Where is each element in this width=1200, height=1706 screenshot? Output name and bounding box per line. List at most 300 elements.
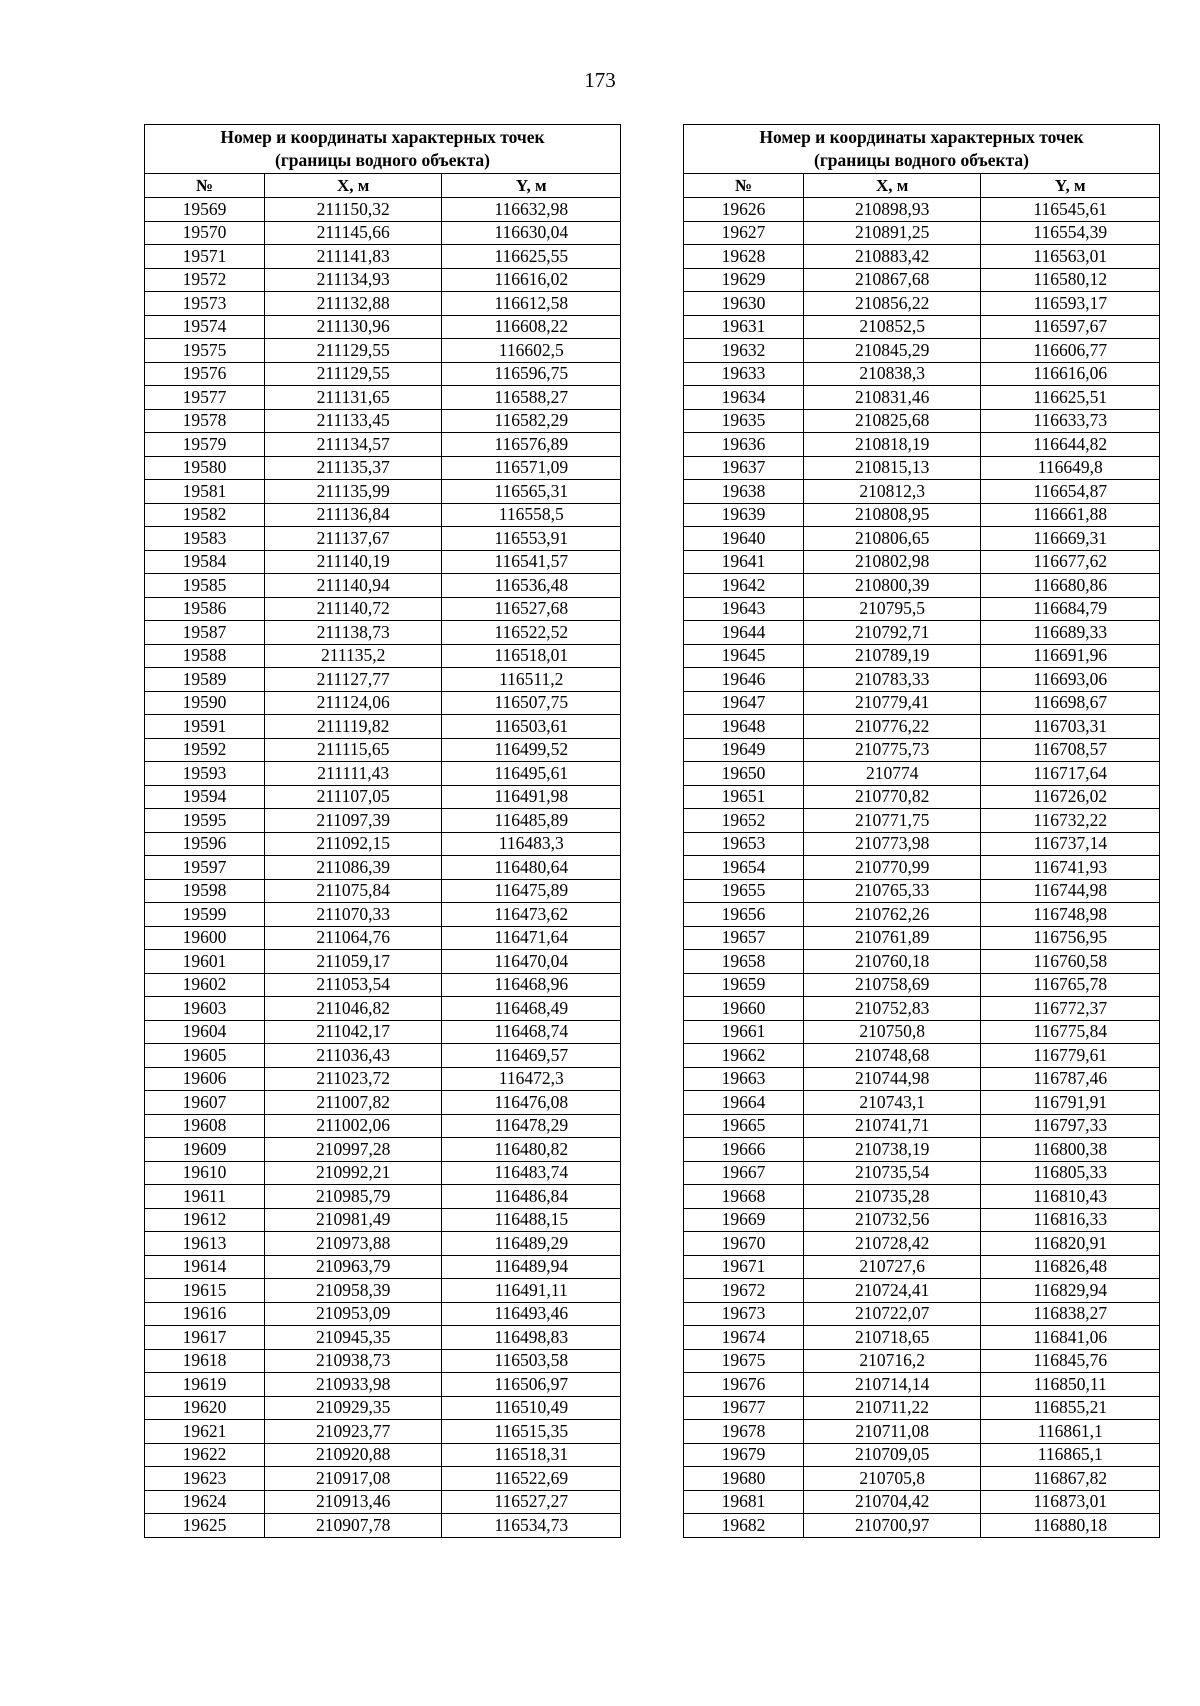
cell-point-number: 19633 (684, 362, 804, 386)
cell-x-coordinate: 210743,1 (803, 1091, 981, 1115)
cell-y-coordinate: 116616,02 (442, 268, 621, 292)
cell-point-number: 19644 (684, 621, 804, 645)
table-row (145, 339, 621, 363)
cell-y-coordinate: 116708,57 (981, 738, 1160, 762)
cell-point-number: 19658 (684, 950, 804, 974)
cell-x-coordinate: 210898,93 (803, 198, 981, 222)
cell-point-number: 19642 (684, 574, 804, 598)
cell-x-coordinate: 210997,28 (264, 1138, 442, 1162)
cell-y-coordinate: 116593,17 (981, 292, 1160, 316)
cell-point-number: 19617 (145, 1326, 265, 1350)
cell-point-number: 19631 (684, 315, 804, 339)
table-row (145, 362, 621, 386)
cell-x-coordinate: 211059,17 (264, 950, 442, 974)
cell-x-coordinate: 210771,75 (803, 809, 981, 833)
table-row (684, 198, 1160, 222)
cell-point-number: 19601 (145, 950, 265, 974)
table-row (684, 715, 1160, 739)
cell-y-coordinate: 116630,04 (442, 221, 621, 245)
cell-x-coordinate: 211124,06 (264, 691, 442, 715)
cell-y-coordinate: 116748,98 (981, 903, 1160, 927)
cell-point-number: 19626 (684, 198, 804, 222)
cell-y-coordinate: 116476,08 (442, 1091, 621, 1115)
cell-y-coordinate: 116744,98 (981, 879, 1160, 903)
table-row (145, 621, 621, 645)
cell-y-coordinate: 116488,15 (442, 1208, 621, 1232)
cell-x-coordinate: 210732,56 (803, 1208, 981, 1232)
cell-x-coordinate: 210711,22 (803, 1396, 981, 1420)
table-row (145, 738, 621, 762)
cell-y-coordinate: 116684,79 (981, 597, 1160, 621)
cell-point-number: 19591 (145, 715, 265, 739)
cell-y-coordinate: 116616,06 (981, 362, 1160, 386)
cell-point-number: 19622 (145, 1443, 265, 1467)
cell-x-coordinate: 211140,19 (264, 550, 442, 574)
cell-y-coordinate: 116791,91 (981, 1091, 1160, 1115)
table-row (145, 785, 621, 809)
cell-y-coordinate: 116661,88 (981, 503, 1160, 527)
cell-point-number: 19619 (145, 1373, 265, 1397)
cell-y-coordinate: 116506,97 (442, 1373, 621, 1397)
cell-x-coordinate: 210907,78 (264, 1514, 442, 1538)
cell-x-coordinate: 210735,54 (803, 1161, 981, 1185)
table-row (684, 386, 1160, 410)
table-row (684, 268, 1160, 292)
table-row (684, 903, 1160, 927)
cell-point-number: 19621 (145, 1420, 265, 1444)
cell-y-coordinate: 116772,37 (981, 997, 1160, 1021)
cell-x-coordinate: 210762,26 (803, 903, 981, 927)
table-row (684, 1279, 1160, 1303)
cell-y-coordinate: 116518,31 (442, 1443, 621, 1467)
cell-point-number: 19667 (684, 1161, 804, 1185)
table-title (684, 125, 1160, 174)
cell-y-coordinate: 116632,98 (442, 198, 621, 222)
table-row (684, 1420, 1160, 1444)
cell-y-coordinate: 116826,48 (981, 1255, 1160, 1279)
cell-y-coordinate: 116563,01 (981, 245, 1160, 269)
cell-y-coordinate: 116760,58 (981, 950, 1160, 974)
cell-y-coordinate: 116515,35 (442, 1420, 621, 1444)
cell-y-coordinate: 116468,74 (442, 1020, 621, 1044)
cell-x-coordinate: 210981,49 (264, 1208, 442, 1232)
cell-point-number: 19634 (684, 386, 804, 410)
cell-x-coordinate: 211150,32 (264, 198, 442, 222)
cell-point-number: 19578 (145, 409, 265, 433)
cell-y-coordinate: 116765,78 (981, 973, 1160, 997)
cell-x-coordinate: 211007,82 (264, 1091, 442, 1115)
cell-x-coordinate: 210958,39 (264, 1279, 442, 1303)
table-row (684, 1302, 1160, 1326)
table-row (684, 621, 1160, 645)
table-row (145, 1067, 621, 1091)
cell-x-coordinate: 211053,54 (264, 973, 442, 997)
cell-point-number: 19662 (684, 1044, 804, 1068)
cell-x-coordinate: 210770,99 (803, 856, 981, 880)
cell-y-coordinate: 116480,82 (442, 1138, 621, 1162)
table-row (145, 1208, 621, 1232)
cell-x-coordinate: 211138,73 (264, 621, 442, 645)
cell-point-number: 19656 (684, 903, 804, 927)
cell-point-number: 19584 (145, 550, 265, 574)
cell-point-number: 19660 (684, 997, 804, 1021)
table-row (145, 1302, 621, 1326)
cell-y-coordinate: 116558,5 (442, 503, 621, 527)
cell-point-number: 19580 (145, 456, 265, 480)
cell-y-coordinate: 116680,86 (981, 574, 1160, 598)
cell-y-coordinate: 116489,29 (442, 1232, 621, 1256)
table-row (684, 1255, 1160, 1279)
cell-point-number: 19592 (145, 738, 265, 762)
cell-y-coordinate: 116580,12 (981, 268, 1160, 292)
cell-y-coordinate: 116737,14 (981, 832, 1160, 856)
cell-point-number: 19589 (145, 668, 265, 692)
cell-y-coordinate: 116588,27 (442, 386, 621, 410)
cell-point-number: 19590 (145, 691, 265, 715)
table-row (145, 809, 621, 833)
cell-point-number: 19657 (684, 926, 804, 950)
table-row (145, 762, 621, 786)
cell-point-number: 19582 (145, 503, 265, 527)
cell-point-number: 19572 (145, 268, 265, 292)
cell-y-coordinate: 116845,76 (981, 1349, 1160, 1373)
cell-point-number: 19677 (684, 1396, 804, 1420)
table-row (145, 1044, 621, 1068)
cell-x-coordinate: 210770,82 (803, 785, 981, 809)
cell-point-number: 19682 (684, 1514, 804, 1538)
table-row (684, 1067, 1160, 1091)
cell-x-coordinate: 211119,82 (264, 715, 442, 739)
cell-x-coordinate: 210711,08 (803, 1420, 981, 1444)
cell-point-number: 19672 (684, 1279, 804, 1303)
cell-point-number: 19638 (684, 480, 804, 504)
table-body (145, 198, 621, 1538)
cell-x-coordinate: 210774 (803, 762, 981, 786)
cell-point-number: 19681 (684, 1490, 804, 1514)
cell-y-coordinate: 116536,48 (442, 574, 621, 598)
cell-y-coordinate: 116571,09 (442, 456, 621, 480)
cell-x-coordinate: 210818,19 (803, 433, 981, 457)
cell-y-coordinate: 116873,01 (981, 1490, 1160, 1514)
table-row (145, 950, 621, 974)
cell-x-coordinate: 210845,29 (803, 339, 981, 363)
cell-x-coordinate: 211140,72 (264, 597, 442, 621)
cell-x-coordinate: 211064,76 (264, 926, 442, 950)
cell-y-coordinate: 116483,3 (442, 832, 621, 856)
cell-y-coordinate: 116677,62 (981, 550, 1160, 574)
cell-y-coordinate: 116518,01 (442, 644, 621, 668)
page-number: 173 (584, 68, 616, 92)
cell-x-coordinate: 210758,69 (803, 973, 981, 997)
table-row (145, 268, 621, 292)
cell-y-coordinate: 116693,06 (981, 668, 1160, 692)
table-row (145, 245, 621, 269)
cell-point-number: 19655 (684, 879, 804, 903)
table-row (145, 386, 621, 410)
cell-point-number: 19609 (145, 1138, 265, 1162)
cell-x-coordinate: 210748,68 (803, 1044, 981, 1068)
cell-y-coordinate: 116522,69 (442, 1467, 621, 1491)
cell-x-coordinate: 210727,6 (803, 1255, 981, 1279)
cell-point-number: 19611 (145, 1185, 265, 1209)
cell-x-coordinate: 210867,68 (803, 268, 981, 292)
column-header-x: X, м (264, 174, 442, 198)
cell-x-coordinate: 210917,08 (264, 1467, 442, 1491)
cell-y-coordinate: 116498,83 (442, 1326, 621, 1350)
cell-x-coordinate: 211070,33 (264, 903, 442, 927)
table-title-line1: Номер и координаты характерных точек (759, 127, 1084, 148)
cell-point-number: 19630 (684, 292, 804, 316)
cell-point-number: 19576 (145, 362, 265, 386)
cell-x-coordinate: 210883,42 (803, 245, 981, 269)
cell-x-coordinate: 210945,35 (264, 1326, 442, 1350)
cell-y-coordinate: 116816,33 (981, 1208, 1160, 1232)
cell-x-coordinate: 210815,13 (803, 456, 981, 480)
cell-y-coordinate: 116582,29 (442, 409, 621, 433)
cell-y-coordinate: 116596,75 (442, 362, 621, 386)
cell-point-number: 19666 (684, 1138, 804, 1162)
table-row (145, 1467, 621, 1491)
cell-point-number: 19587 (145, 621, 265, 645)
cell-y-coordinate: 116493,46 (442, 1302, 621, 1326)
cell-x-coordinate: 211135,2 (264, 644, 442, 668)
cell-x-coordinate: 210700,97 (803, 1514, 981, 1538)
table-row (684, 856, 1160, 880)
cell-x-coordinate: 211023,72 (264, 1067, 442, 1091)
table-row (684, 339, 1160, 363)
cell-y-coordinate: 116787,46 (981, 1067, 1160, 1091)
cell-x-coordinate: 211111,43 (264, 762, 442, 786)
cell-x-coordinate: 210800,39 (803, 574, 981, 598)
cell-point-number: 19680 (684, 1467, 804, 1491)
table-row (145, 832, 621, 856)
table-row (145, 597, 621, 621)
cell-x-coordinate: 210752,83 (803, 997, 981, 1021)
cell-x-coordinate: 210744,98 (803, 1067, 981, 1091)
cell-y-coordinate: 116491,98 (442, 785, 621, 809)
cell-x-coordinate: 210738,19 (803, 1138, 981, 1162)
table-row (684, 574, 1160, 598)
cell-y-coordinate: 116691,96 (981, 644, 1160, 668)
cell-y-coordinate: 116726,02 (981, 785, 1160, 809)
cell-x-coordinate: 210761,89 (803, 926, 981, 950)
cell-point-number: 19673 (684, 1302, 804, 1326)
cell-point-number: 19679 (684, 1443, 804, 1467)
table-row (145, 691, 621, 715)
table-row (145, 903, 621, 927)
cell-x-coordinate: 210709,05 (803, 1443, 981, 1467)
table-row (145, 1091, 621, 1115)
cell-y-coordinate: 116633,73 (981, 409, 1160, 433)
table-row (145, 856, 621, 880)
cell-point-number: 19581 (145, 480, 265, 504)
cell-x-coordinate: 211141,83 (264, 245, 442, 269)
table-row (145, 456, 621, 480)
table-row (145, 1255, 621, 1279)
table-row (684, 950, 1160, 974)
cell-point-number: 19632 (684, 339, 804, 363)
cell-point-number: 19675 (684, 1349, 804, 1373)
cell-point-number: 19637 (684, 456, 804, 480)
cell-y-coordinate: 116491,11 (442, 1279, 621, 1303)
table-row (684, 1091, 1160, 1115)
cell-y-coordinate: 116841,06 (981, 1326, 1160, 1350)
column-header-x: X, м (803, 174, 981, 198)
cell-y-coordinate: 116597,67 (981, 315, 1160, 339)
table-row (684, 926, 1160, 950)
cell-x-coordinate: 210838,3 (803, 362, 981, 386)
table-row (145, 433, 621, 457)
cell-x-coordinate: 210760,18 (803, 950, 981, 974)
cell-y-coordinate: 116545,61 (981, 198, 1160, 222)
column-header-number: № (684, 174, 804, 198)
table-row (684, 1232, 1160, 1256)
cell-y-coordinate: 116797,33 (981, 1114, 1160, 1138)
cell-point-number: 19669 (684, 1208, 804, 1232)
cell-x-coordinate: 210913,46 (264, 1490, 442, 1514)
cell-y-coordinate: 116489,94 (442, 1255, 621, 1279)
cell-x-coordinate: 210831,46 (803, 386, 981, 410)
table-row (684, 221, 1160, 245)
column-header-y: Y, м (442, 174, 621, 198)
table-row (145, 1420, 621, 1444)
cell-point-number: 19583 (145, 527, 265, 551)
table-row (684, 550, 1160, 574)
cell-y-coordinate: 116865,1 (981, 1443, 1160, 1467)
table-row (684, 1443, 1160, 1467)
cell-y-coordinate: 116576,89 (442, 433, 621, 457)
cell-point-number: 19628 (684, 245, 804, 269)
table-row (684, 1138, 1160, 1162)
cell-y-coordinate: 116480,64 (442, 856, 621, 880)
cell-x-coordinate: 210812,3 (803, 480, 981, 504)
cell-x-coordinate: 210953,09 (264, 1302, 442, 1326)
table-row (145, 1138, 621, 1162)
cell-x-coordinate: 211092,15 (264, 832, 442, 856)
cell-x-coordinate: 211131,65 (264, 386, 442, 410)
cell-y-coordinate: 116565,31 (442, 480, 621, 504)
coordinates-table-right (683, 124, 1160, 1538)
table-title-line1: Номер и координаты характерных точек (220, 127, 545, 148)
cell-x-coordinate: 210963,79 (264, 1255, 442, 1279)
cell-point-number: 19606 (145, 1067, 265, 1091)
cell-point-number: 19598 (145, 879, 265, 903)
cell-x-coordinate: 210724,41 (803, 1279, 981, 1303)
table-row (684, 433, 1160, 457)
cell-y-coordinate: 116468,96 (442, 973, 621, 997)
cell-x-coordinate: 211145,66 (264, 221, 442, 245)
cell-y-coordinate: 116625,55 (442, 245, 621, 269)
table-title-line2: (границы водного объекта) (814, 150, 1029, 170)
cell-y-coordinate: 116470,04 (442, 950, 621, 974)
table-row (684, 1373, 1160, 1397)
cell-x-coordinate: 210704,42 (803, 1490, 981, 1514)
table-row (684, 245, 1160, 269)
cell-point-number: 19678 (684, 1420, 804, 1444)
cell-x-coordinate: 210750,8 (803, 1020, 981, 1044)
table-row (684, 292, 1160, 316)
table-row (684, 1185, 1160, 1209)
cell-x-coordinate: 210716,2 (803, 1349, 981, 1373)
cell-y-coordinate: 116880,18 (981, 1514, 1160, 1538)
cell-x-coordinate: 211129,55 (264, 339, 442, 363)
cell-x-coordinate: 210705,8 (803, 1467, 981, 1491)
table-row (145, 1326, 621, 1350)
cell-y-coordinate: 116838,27 (981, 1302, 1160, 1326)
coordinates-table-left (144, 124, 621, 1538)
table-row (684, 809, 1160, 833)
column-header-number: № (145, 174, 265, 198)
cell-y-coordinate: 116820,91 (981, 1232, 1160, 1256)
cell-x-coordinate: 210985,79 (264, 1185, 442, 1209)
table-row (145, 315, 621, 339)
table-row (145, 198, 621, 222)
cell-y-coordinate: 116469,57 (442, 1044, 621, 1068)
cell-point-number: 19596 (145, 832, 265, 856)
cell-x-coordinate: 211042,17 (264, 1020, 442, 1044)
cell-y-coordinate: 116717,64 (981, 762, 1160, 786)
table-row (684, 762, 1160, 786)
cell-y-coordinate: 116499,52 (442, 738, 621, 762)
cell-point-number: 19603 (145, 997, 265, 1021)
cell-point-number: 19585 (145, 574, 265, 598)
cell-x-coordinate: 210852,5 (803, 315, 981, 339)
cell-y-coordinate: 116756,95 (981, 926, 1160, 950)
cell-point-number: 19569 (145, 198, 265, 222)
cell-point-number: 19608 (145, 1114, 265, 1138)
cell-x-coordinate: 211133,45 (264, 409, 442, 433)
cell-y-coordinate: 116779,61 (981, 1044, 1160, 1068)
cell-y-coordinate: 116473,62 (442, 903, 621, 927)
cell-point-number: 19602 (145, 973, 265, 997)
cell-point-number: 19653 (684, 832, 804, 856)
cell-y-coordinate: 116741,93 (981, 856, 1160, 880)
table-row (145, 1114, 621, 1138)
cell-x-coordinate: 211127,77 (264, 668, 442, 692)
cell-x-coordinate: 211137,67 (264, 527, 442, 551)
column-header-y: Y, м (981, 174, 1160, 198)
cell-x-coordinate: 211097,39 (264, 809, 442, 833)
cell-x-coordinate: 210718,65 (803, 1326, 981, 1350)
table-row (684, 973, 1160, 997)
table-row (684, 1490, 1160, 1514)
cell-y-coordinate: 116861,1 (981, 1420, 1160, 1444)
cell-point-number: 19614 (145, 1255, 265, 1279)
cell-point-number: 19651 (684, 785, 804, 809)
cell-x-coordinate: 211046,82 (264, 997, 442, 1021)
cell-y-coordinate: 116553,91 (442, 527, 621, 551)
table-row (684, 1326, 1160, 1350)
cell-y-coordinate: 116511,2 (442, 668, 621, 692)
cell-point-number: 19594 (145, 785, 265, 809)
table-row (145, 1279, 621, 1303)
cell-y-coordinate: 116471,64 (442, 926, 621, 950)
cell-point-number: 19624 (145, 1490, 265, 1514)
table-row (684, 1349, 1160, 1373)
table-row (145, 1349, 621, 1373)
cell-x-coordinate: 210920,88 (264, 1443, 442, 1467)
table-row (145, 1161, 621, 1185)
cell-point-number: 19650 (684, 762, 804, 786)
table-row (145, 409, 621, 433)
cell-y-coordinate: 116527,68 (442, 597, 621, 621)
cell-y-coordinate: 116612,58 (442, 292, 621, 316)
cell-point-number: 19573 (145, 292, 265, 316)
cell-x-coordinate: 210728,42 (803, 1232, 981, 1256)
cell-point-number: 19613 (145, 1232, 265, 1256)
cell-x-coordinate: 210806,65 (803, 527, 981, 551)
cell-x-coordinate: 210775,73 (803, 738, 981, 762)
